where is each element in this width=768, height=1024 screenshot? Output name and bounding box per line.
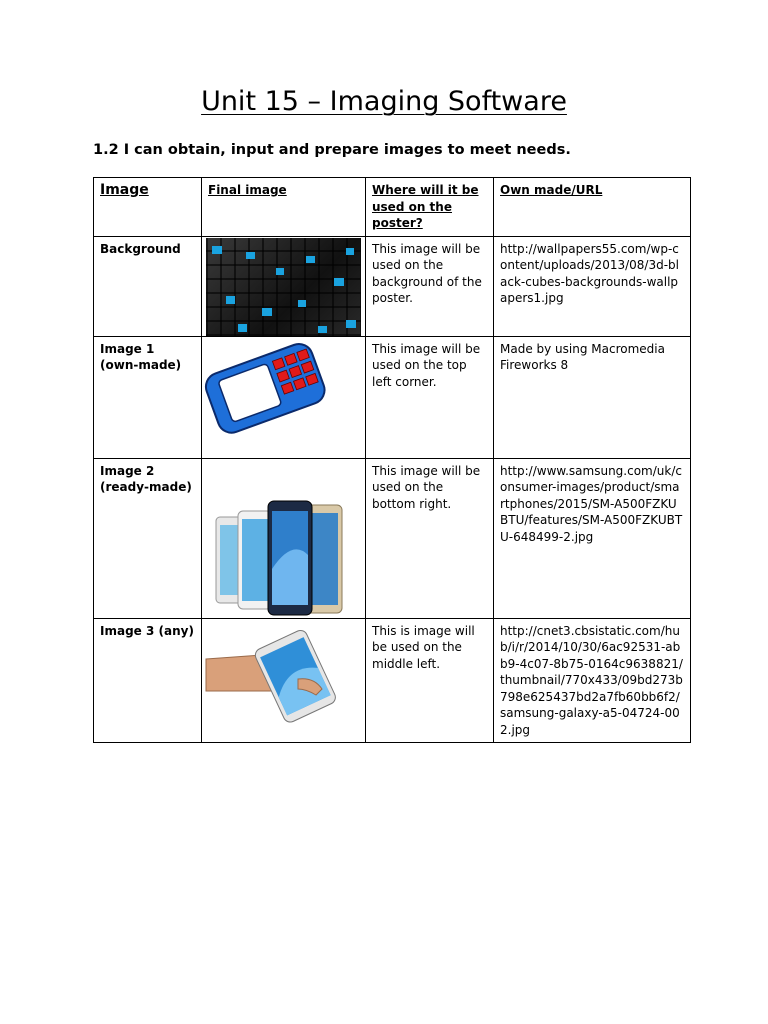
where-used-cell: This image will be used on the bottom right. (366, 458, 494, 618)
header-where-used: Where will it be used on the poster? (366, 178, 494, 237)
final-image-cell (202, 336, 366, 458)
table-row (94, 336, 691, 458)
black-cubes-background-image (206, 238, 361, 337)
where-used-cell: This image will be used on the background of the poster. (366, 236, 494, 336)
final-image-cell (202, 236, 366, 336)
header-source: Own made/URL (494, 178, 691, 237)
row-label: Image 2 (ready-made) (94, 458, 202, 618)
source-cell: Made by using Macromedia Fireworks 8 (494, 336, 691, 458)
final-image-cell (202, 458, 366, 618)
source-cell: http://cnet3.cbsistatic.com/hub/i/r/2014/10/30/6ac92531-abb9-4c07-8b75-0164c9638821/thumbnail/770x433/09bd273b798e625437bd2a7fb60bb6f2/samsung-galaxy-a5-04724-002.jpg (494, 618, 691, 743)
image-table (93, 177, 691, 743)
table-header-row (94, 178, 691, 237)
source-cell: http://www.samsung.com/uk/consumer-images/product/smartphones/2015/SM-A500FZKUBTU/features/SM-A500FZKUBTU-648499-2.jpg (494, 458, 691, 618)
smartphones-image (202, 459, 366, 619)
source-cell: http://wallpapers55.com/wp-content/uploads/2013/08/3d-black-cubes-backgrounds-wallpapers1.jpg (494, 236, 691, 336)
row-label: Image 3 (any) (94, 618, 202, 743)
header-image: Image (94, 178, 202, 237)
hand-holding-phone-image (202, 619, 366, 733)
final-image-cell (202, 618, 366, 743)
table-row (94, 236, 691, 336)
where-used-cell: This image will be used on the top left corner. (366, 336, 494, 458)
table-row (94, 618, 691, 743)
row-label: Image 1 (own-made) (94, 336, 202, 458)
row-label: Background (94, 236, 202, 336)
section-heading: 1.2 I can obtain, input and prepare images to meet needs. (93, 142, 571, 158)
calculator-phone-icon (202, 337, 366, 459)
where-used-cell: This is image will be used on the middle left. (366, 618, 494, 743)
header-final-image: Final image (202, 178, 366, 237)
table-row (94, 458, 691, 618)
page-title: Unit 15 – Imaging Software (201, 86, 567, 117)
